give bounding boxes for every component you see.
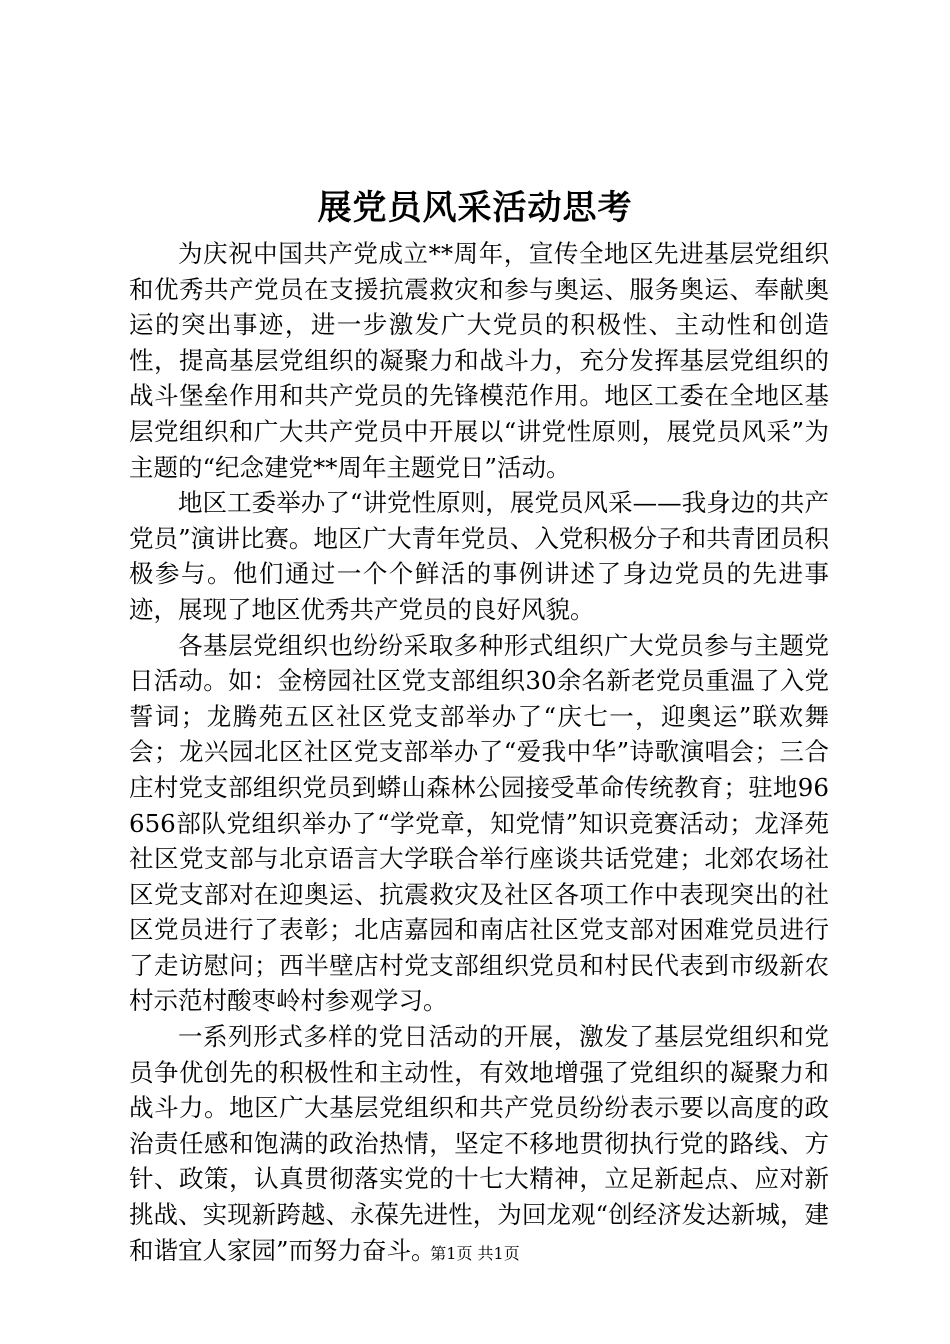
paragraph-2: 地区工委举办了“讲党性原则，展党员风采——我身边的共产党员”演讲比赛。地区广大青年党员、入党积极分子和共青团员积极参与。他们通过一个个鲜活的事例讲述了身边党员的先进事迹，展现了地区优秀共产党员的良好风貌。 [129, 488, 829, 624]
paragraph-4: 一系列形式多样的党日活动的开展，激发了基层党组织和党员争优创先的积极性和主动性，有效地增强了党组织的凝聚力和战斗力。地区广大基层党组织和共产党员纷纷表示要以高度的政治责任感和饱满的政治热情，坚定不移地贯彻执行党的路线、方针、政策，认真贯彻落实党的十七大精神，立足新起点、应对新挑战、实现新跨越、永葆先进性，为回龙观“创经济发达新城，建和谐宜人家园”而努力奋斗。 [129, 1022, 829, 1265]
document-title: 展党员风采活动思考 [317, 188, 633, 228]
paragraph-1: 为庆祝中国共产党成立**周年，宣传全地区先进基层党组织和优秀共产党员在支援抗震救灾和参与奥运、服务奥运、奉献奥运的突出事迹，进一步激发广大党员的积极性、主动性和创造性，提高基层党组织的凝聚力和战斗力，充分发挥基层党组织的战斗堡垒作用和共产党员的先锋模范作用。地区工委在全地区基层党组织和广大共产党员中开展以“讲党性原则，展党员风采”为主题的“纪念建党**周年主题党日”活动。 [129, 239, 829, 482]
document-body [129, 236, 829, 1268]
page-footer [0, 1243, 950, 1265]
page-total: 共1页 [477, 1244, 520, 1263]
page-number: 第1页 [430, 1244, 473, 1263]
paragraph-3: 各基层党组织也纷纷采取多种形式组织广大党员参与主题党日活动。如：金榜园社区党支部组织30余名新老党员重温了入党誓词；龙腾苑五区社区党支部举办了“庆七一，迎奥运”联欢舞会；龙兴园北区社区党支部举办了“爱我中华”诗歌演唱会；三合庄村党支部组织党员到蟒山森林公园接受革命传统教育；驻地96656部队党组织举办了“学党章，知党情”知识竞赛活动；龙泽苑社区党支部与北京语言大学联合举行座谈共话党建；北郊农场社区党支部对在迎奥运、抗震救灾及社区各项工作中表现突出的社区党员进行了表彰；北店嘉园和南店社区党支部对困难党员进行了走访慰问；西半壁店村党支部组织党员和村民代表到市级新农村示范村酸枣岭村参观学习。 [129, 630, 829, 1016]
